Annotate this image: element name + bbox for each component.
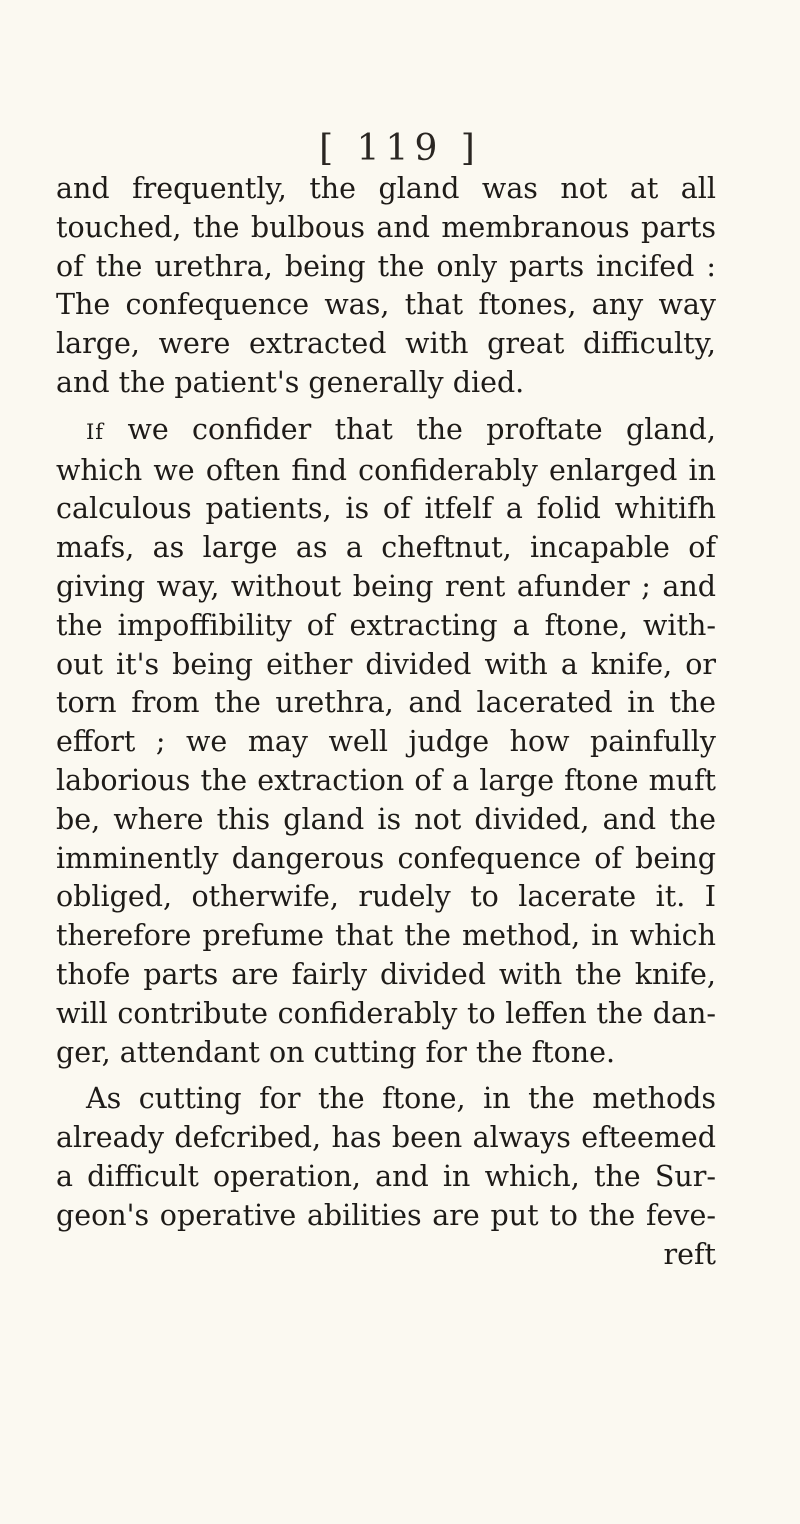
text-line: thofe parts are fairly divided with the knife, <box>56 957 716 991</box>
paragraph-spacer <box>56 403 716 411</box>
text-line: and frequently, the gland was not at all <box>56 172 716 205</box>
text-line: torn from the urethra, and lacerated in the <box>56 686 716 720</box>
catchword: reft <box>663 1237 716 1271</box>
small-caps-lead: If <box>86 419 105 444</box>
text-line: geon's operative abilities are put to the feve- <box>56 1198 716 1232</box>
text-line: calculous patients, is of itfelf a folid whitifh <box>56 492 716 526</box>
text-line: As cutting for the ftone, in the methods <box>86 1082 716 1116</box>
text-line: large, were extracted with great difficulty, <box>56 327 716 361</box>
text-line: already defcribed, has been always efteemed <box>56 1121 716 1155</box>
text-line: will contribute confiderably to leffen the dan- <box>56 996 716 1030</box>
text-line-first <box>56 411 716 452</box>
paragraph-spacer <box>56 1072 716 1080</box>
paragraph-1 <box>56 170 716 403</box>
text-line: therefore prefume that the method, in which <box>56 919 716 953</box>
text-line-rest: we confider that the proftate gland, <box>127 412 716 446</box>
text-line: out it's being either divided with a knife, or <box>56 647 716 681</box>
text-line: imminently dangerous confequence of being <box>56 841 716 875</box>
text-line: be, where this gland is not divided, and the <box>56 802 716 836</box>
text-line: touched, the bulbous and membranous parts <box>56 210 716 244</box>
text-line: giving way, without being rent afunder ; and <box>56 569 716 603</box>
text-line: the impoffibility of extracting a ftone, with- <box>56 608 716 642</box>
text-line: mafs, as large as a cheftnut, incapable of <box>56 531 716 565</box>
text-line: and the patient's generally died. <box>56 365 525 399</box>
paragraph-2 <box>56 411 716 1073</box>
text-line: laborious the extraction of a large ftone muft <box>56 763 716 797</box>
text-line: obliged, otherwife, rudely to lacerate it. I <box>56 880 716 914</box>
text-line: The confequence was, that ftones, any way <box>56 288 716 322</box>
text-line: a difficult operation, and in which, the Sur- <box>56 1159 716 1193</box>
body-text <box>56 170 716 1274</box>
paragraph-3 <box>56 1080 716 1235</box>
text-line: effort ; we may well judge how painfully <box>56 725 716 759</box>
page-number-header: [ 119 ] <box>319 128 481 169</box>
text-line: of the urethra, being the only parts incifed : <box>56 249 716 283</box>
text-line: ger, attendant on cutting for the ftone. <box>56 1035 616 1069</box>
text-line: which we often find confiderably enlarged in <box>56 453 716 487</box>
